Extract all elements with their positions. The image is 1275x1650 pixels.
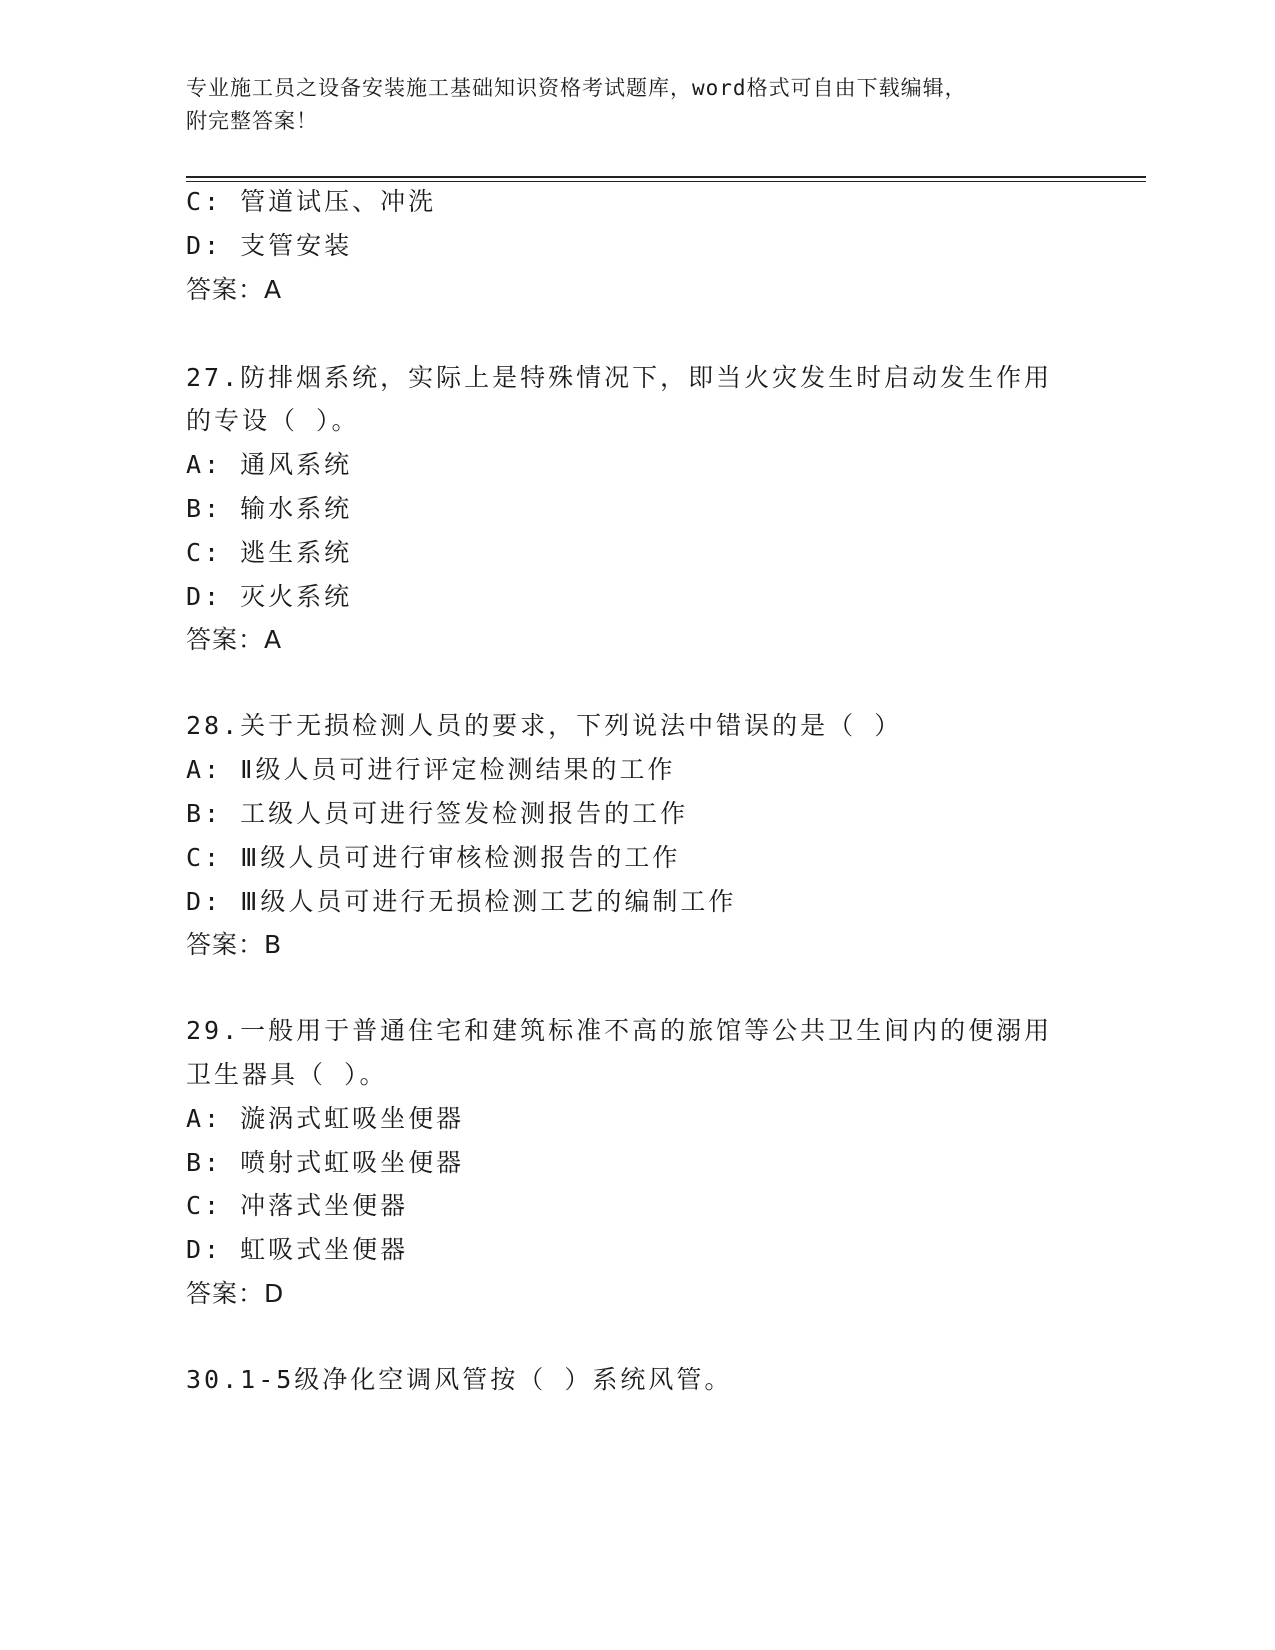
option-a: A: Ⅱ级人员可进行评定检测结果的工作	[186, 755, 676, 784]
option-b: B: 工级人员可进行签发检测报告的工作	[186, 799, 689, 828]
option-c: C: 管道试压、冲洗	[186, 187, 437, 216]
option-b: B: 输水系统	[186, 494, 353, 523]
option-c: C: 逃生系统	[186, 538, 353, 567]
question-30: 30.1-5级净化空调风管按（ ）系统风管。	[186, 1365, 733, 1394]
header-divider-thick	[186, 176, 1146, 178]
answer-line: 答案：A	[186, 275, 283, 304]
header-divider-thin	[186, 181, 1146, 182]
header-line-2: 附完整答案！	[186, 109, 318, 133]
option-d: D: Ⅲ级人员可进行无损检测工艺的编制工作	[186, 887, 737, 916]
option-d: D: 支管安装	[186, 231, 353, 260]
option-a: A: 通风系统	[186, 450, 353, 479]
question-28: 28.关于无损检测人员的要求，下列说法中错误的是（ ）	[186, 711, 903, 740]
option-b: B: 喷射式虹吸坐便器	[186, 1148, 465, 1177]
answer-line: 答案：D	[186, 1279, 285, 1308]
option-a: A: 漩涡式虹吸坐便器	[186, 1104, 465, 1133]
option-d: D: 灭火系统	[186, 582, 353, 611]
question-29-continued: 卫生器具（ ）。	[186, 1060, 388, 1089]
question-29: 29.一般用于普通住宅和建筑标准不高的旅馆等公共卫生间内的便溺用	[186, 1016, 1053, 1045]
option-c: C: Ⅲ级人员可进行审核检测报告的工作	[186, 843, 681, 872]
header-line-1: 专业施工员之设备安装施工基础知识资格考试题库，word格式可自由下载编辑，	[186, 76, 967, 100]
option-c: C: 冲落式坐便器	[186, 1191, 409, 1220]
question-27: 27.防排烟系统，实际上是特殊情况下，即当火灾发生时启动发生作用	[186, 363, 1053, 392]
document-header	[186, 72, 1086, 138]
answer-line: 答案：B	[186, 930, 283, 959]
answer-line: 答案：A	[186, 625, 283, 654]
question-27-continued: 的专设（ ）。	[186, 406, 360, 435]
option-d: D: 虹吸式坐便器	[186, 1235, 409, 1264]
